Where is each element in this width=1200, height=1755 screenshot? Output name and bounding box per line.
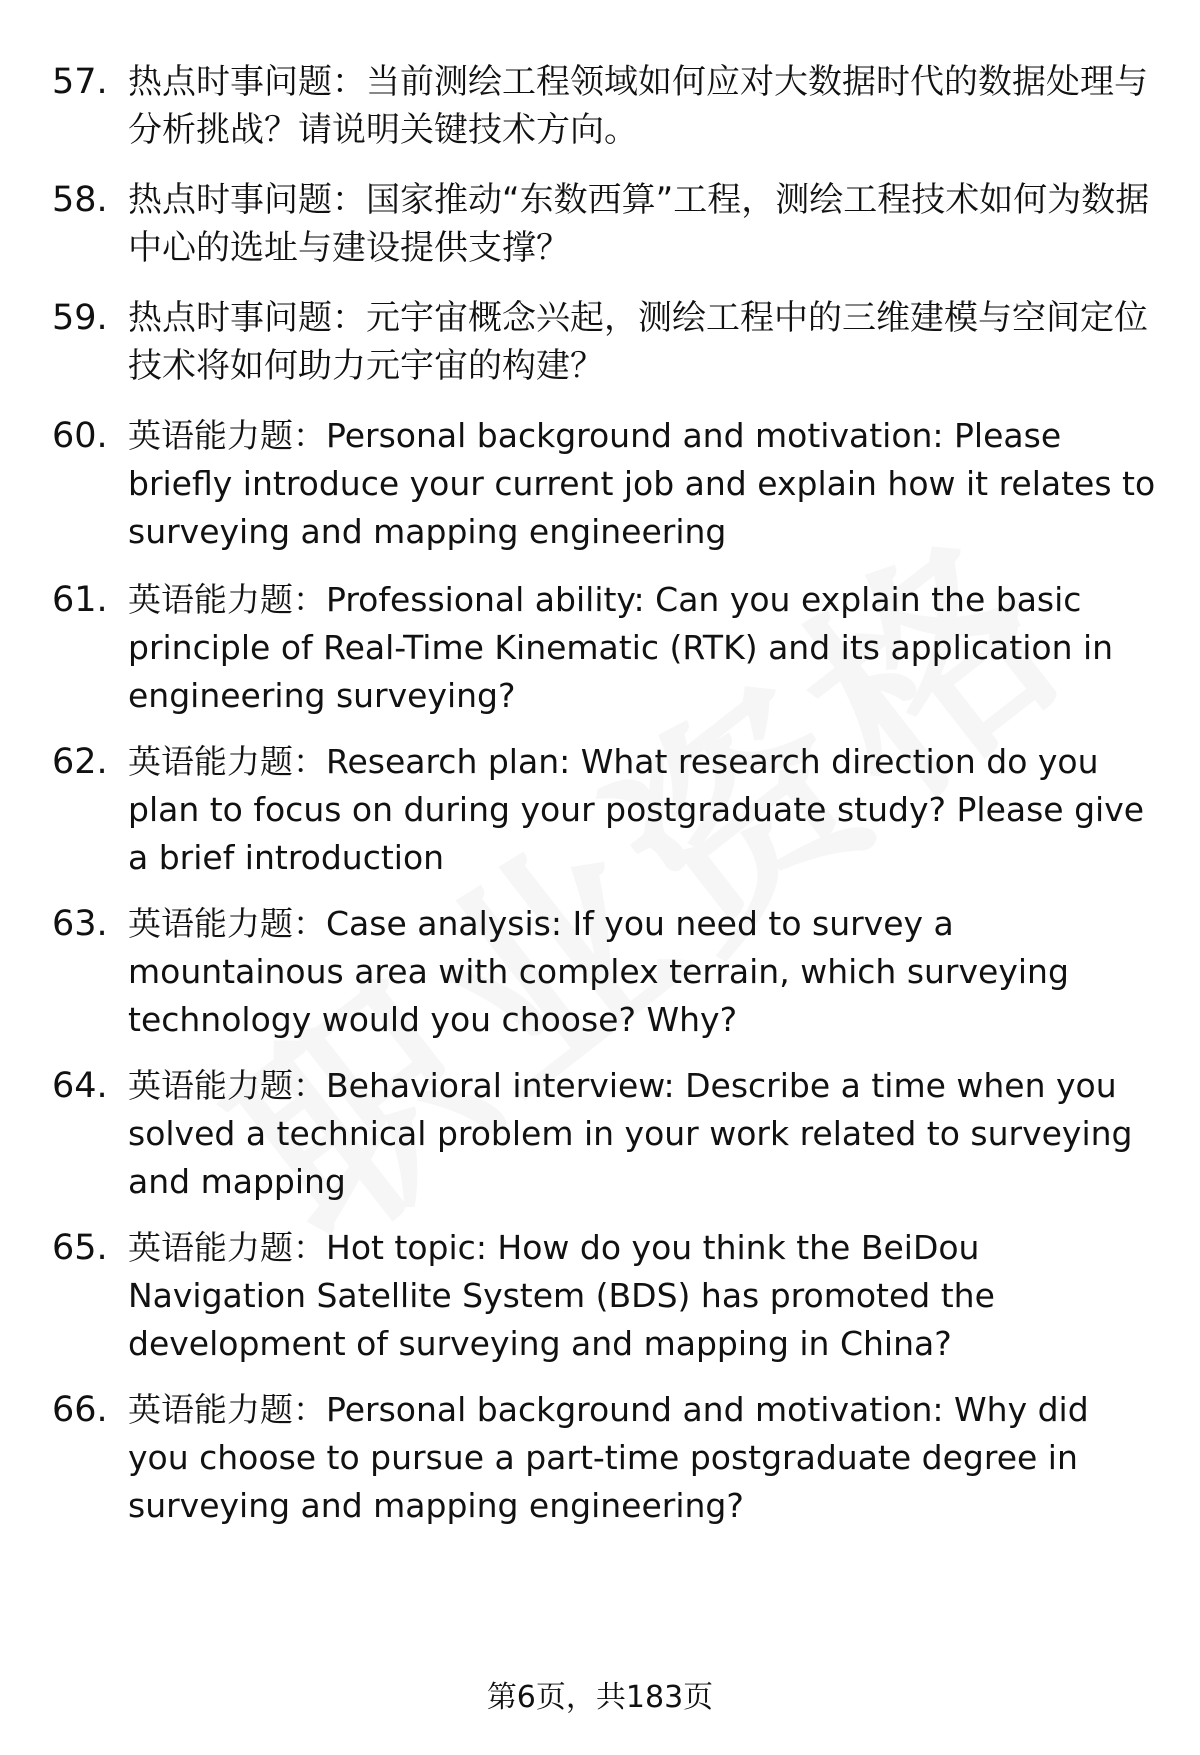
question-text: 英语能力题：Hot topic: How do you think the BeiDou Navigation Satellite System (BDS) has promoted the development of surveying and mapping in China? bbox=[128, 1228, 995, 1363]
question-number: 61. bbox=[52, 580, 108, 620]
question-text: 英语能力题：Case analysis: If you need to survey a mountainous area with complex terrain, which surveying technology would you choose? Why? bbox=[128, 904, 1069, 1039]
question-item-66 bbox=[52, 1386, 1162, 1530]
question-item-57 bbox=[52, 58, 1162, 154]
question-item-63 bbox=[52, 900, 1162, 1044]
question-item-59 bbox=[52, 294, 1162, 390]
question-number: 64. bbox=[52, 1066, 108, 1106]
question-text: 热点时事问题：元宇宙概念兴起，测绘工程中的三维建模与空间定位技术将如何助力元宇宙的构建？ bbox=[128, 298, 1148, 386]
question-number: 57. bbox=[52, 62, 108, 102]
question-number: 62. bbox=[52, 742, 108, 782]
question-item-61 bbox=[52, 576, 1162, 720]
question-item-58 bbox=[52, 176, 1162, 272]
question-number: 60. bbox=[52, 416, 108, 456]
question-text: 英语能力题：Personal background and motivation: Please briefly introduce your current job and explain how it relates to surveying and mapping engineering bbox=[128, 416, 1156, 551]
question-text: 热点时事问题：国家推动“东数西算”工程，测绘工程技术如何为数据中心的选址与建设提供支撑？ bbox=[128, 180, 1150, 268]
question-text: 英语能力题：Research plan: What research direction do you plan to focus on during your postgraduate study? Please give a brief introduction bbox=[128, 742, 1145, 877]
question-number: 65. bbox=[52, 1228, 108, 1268]
question-number: 66. bbox=[52, 1390, 108, 1430]
question-text: 英语能力题：Personal background and motivation: Why did you choose to pursue a part-time postgraduate degree in surveying and mapping engineering? bbox=[128, 1390, 1089, 1525]
question-item-64 bbox=[52, 1062, 1162, 1206]
question-item-62 bbox=[52, 738, 1162, 882]
question-number: 63. bbox=[52, 904, 108, 944]
question-text: 英语能力题：Behavioral interview: Describe a time when you solved a technical problem in your work related to surveying and mapping bbox=[128, 1066, 1133, 1201]
question-number: 59. bbox=[52, 298, 108, 338]
question-item-65 bbox=[52, 1224, 1162, 1368]
page-footer: 第6页，共183页 bbox=[486, 1680, 714, 1715]
question-text: 热点时事问题：当前测绘工程领域如何应对大数据时代的数据处理与分析挑战？请说明关键技术方向。 bbox=[128, 62, 1148, 150]
question-text: 英语能力题：Professional ability: Can you explain the basic principle of Real-Time Kinematic (RTK) and its application in engineering surveying? bbox=[128, 580, 1114, 715]
question-item-60 bbox=[52, 412, 1162, 556]
question-number: 58. bbox=[52, 180, 108, 220]
